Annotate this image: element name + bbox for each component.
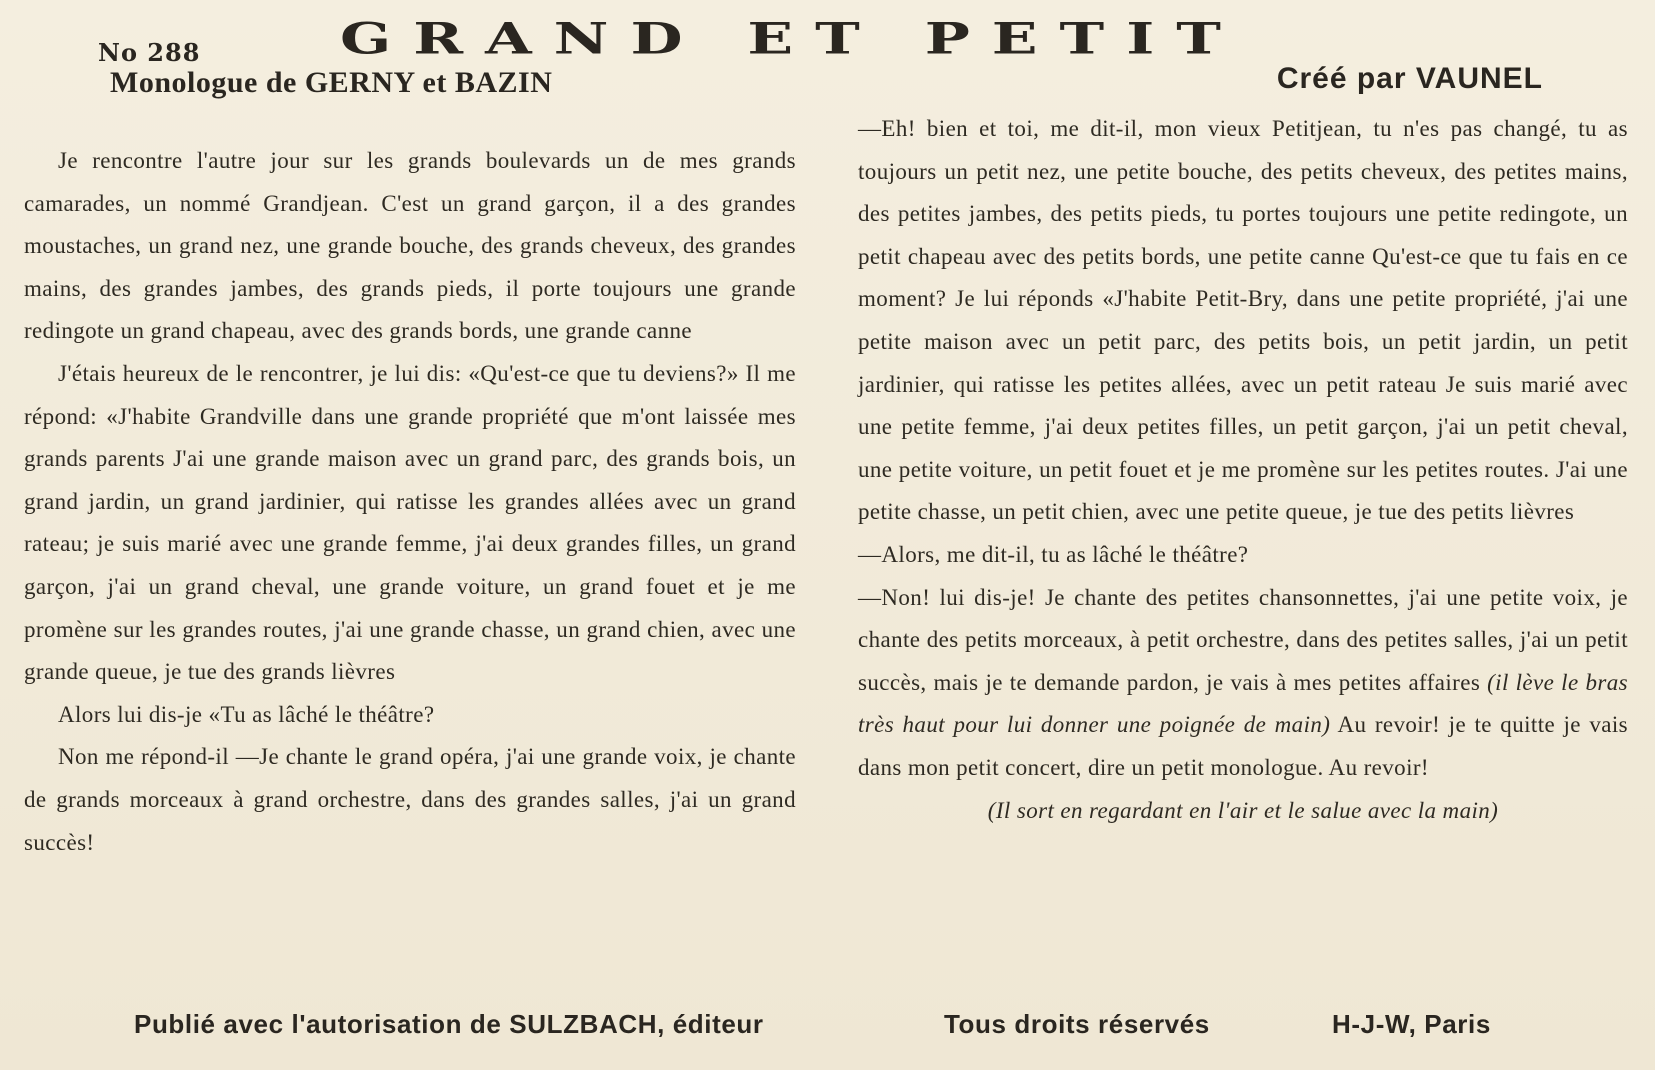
right-aside: (il lève le bras très haut pour lui donner une poignée de main) (858, 669, 1628, 738)
footer-printer: H-J-W, Paris (1332, 1009, 1491, 1039)
footer-publisher: Publié avec l'autorisation de SULZBACH, éditeur (134, 1009, 764, 1039)
stage-direction: (Il sort en regardant en l'air et le salue avec la main) (987, 797, 1499, 823)
right-paragraph-3 (858, 577, 1628, 790)
page-title: GRAND ET PETIT (340, 14, 1243, 65)
right-paragraph-3-end: Au revoir! je te quitte je vais dans mon petit concert, dire un petit monologue. Au revoir! (858, 712, 1628, 780)
left-paragraph-2: J'étais heureux de le rencontrer, je lui dis: «Qu'est-ce que tu deviens?» Il me répond: «J'habite Grandville dans une grande propriété que m'ont laissée mes grands parents J'ai une grande maison avec un grand parc, des grands bois, un grand jardin, un grand jardinier, qui ratisse les grandes allées avec un grand rateau; je suis marié avec une grande femme, j'ai deux grandes filles, un grand garçon, j'ai un grand cheval, une grande voiture, un grand fouet et je me promène sur les grandes routes, j'ai une grande chasse, un grand chien, avec une grande queue, je tue des grands lièvres (24, 360, 796, 685)
right-paragraph-1: —Eh! bien et toi, me dit-il, mon vieux Petitjean, tu n'es pas changé, tu as toujours un petit nez, une petite bouche, des petits cheveux, des petites mains, des petites jambes, des petits pieds, tu portes toujours une petite redingote, un petit chapeau avec des petits bords, une petite canne Qu'est-ce que tu fais en ce moment? Je lui réponds «J'habite Petit-Bry, dans une petite propriété, j'ai une petite maison avec un petit parc, des petits bois, un petit jardin, un petit jardinier, qui ratisse les petites allées, avec un petit rateau Je suis marié avec une petite femme, j'ai deux petites filles, un petit garçon, j'ai un petit cheval, une petite voiture, un petit fouet et je me promène sur les petites routes. J'ai une petite chasse, un petit chien, avec une petite queue, je tue des petits lièvres (858, 116, 1628, 525)
left-paragraph-1: Je rencontre l'autre jour sur les grands boulevards un de mes grands camarades, un nommé Grandjean. C'est un grand garçon, il a des grandes moustaches, un grand nez, une grande bouche, des grands cheveux, des grandes mains, des grandes jambes, des grands pieds, il porte toujours une grande redingote un grand chapeau, avec des grands bords, une grande canne (24, 148, 796, 344)
left-paragraph-4: Non me répond-il —Je chante le grand opéra, j'ai une grande voix, je chante de grands morceaux à grand orchestre, dans des grandes salles, j'ai un grand succès! (24, 744, 796, 855)
right-column (858, 108, 1628, 832)
right-paragraph-2: —Alors, me dit-il, tu as lâché le théâtre? (858, 541, 1249, 567)
authors-line: Monologue de GERNY et BAZIN (110, 66, 553, 99)
footer-rights: Tous droits réservés (944, 1009, 1210, 1039)
creator-line: Créé par VAUNEL (1276, 62, 1543, 95)
left-column (24, 140, 796, 864)
monologue-number: No 288 (98, 38, 201, 67)
right-paragraph-3-text: —Non! lui dis-je! Je chante des petites chansonnettes, j'ai une petite voix, je chante des petits morceaux, à petit orchestre, dans des petites salles, j'ai un petit succès, mais je te demande pardon, je vais à mes petites affaires (858, 584, 1628, 695)
left-paragraph-3: Alors lui dis-je «Tu as lâché le théâtre? (58, 701, 435, 727)
